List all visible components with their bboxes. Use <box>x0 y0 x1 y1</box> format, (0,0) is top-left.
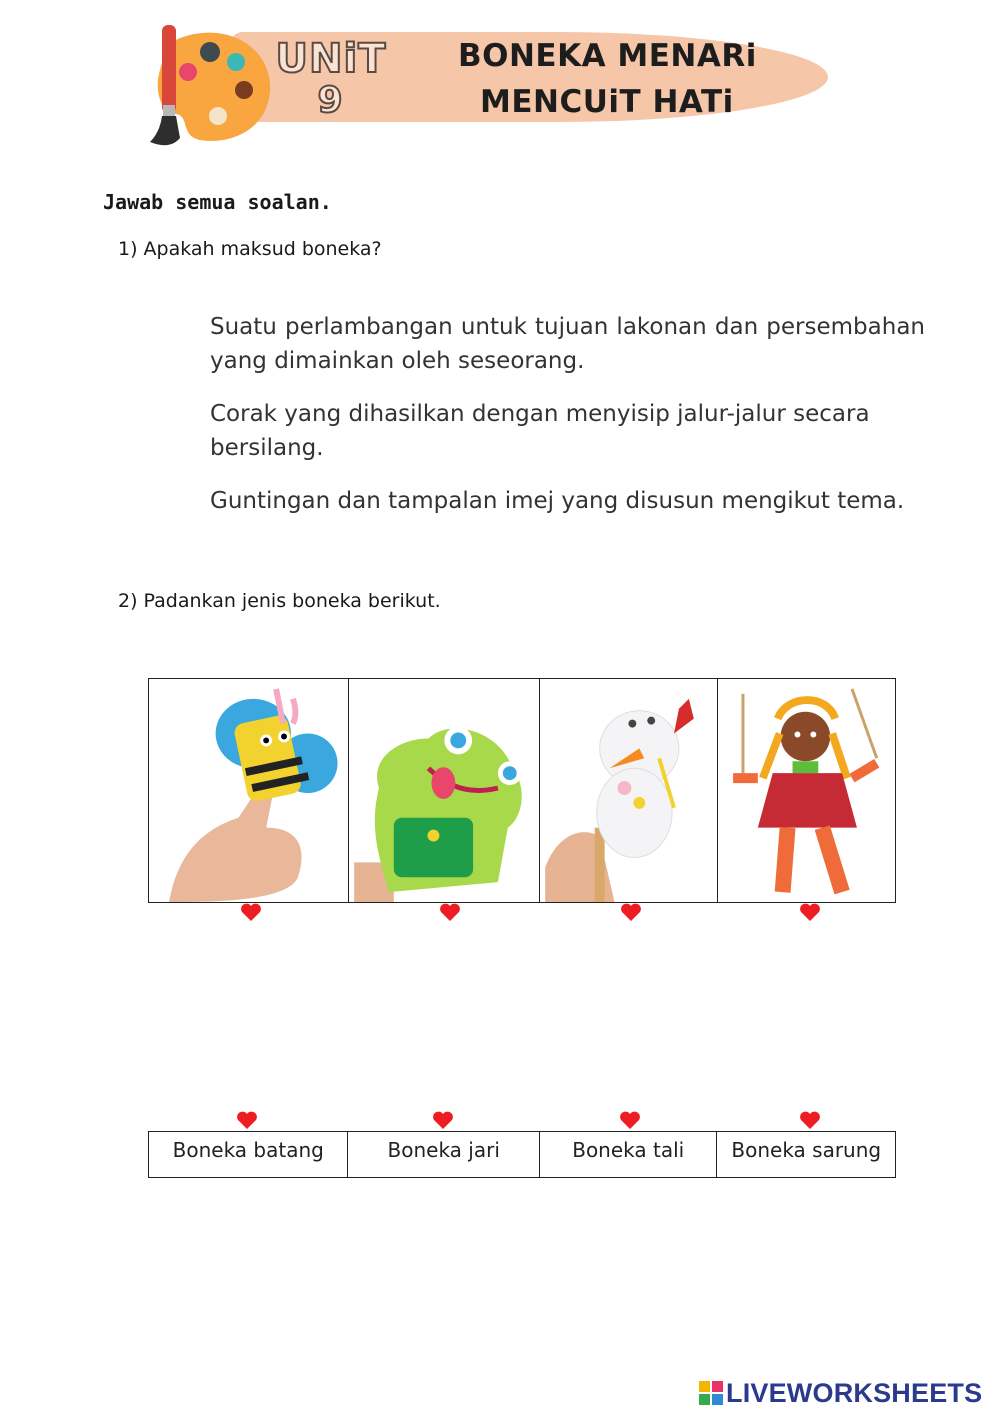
match-dot-label-3[interactable] <box>619 1110 641 1130</box>
match-dot-label-2[interactable] <box>432 1110 454 1130</box>
answer-option-2[interactable]: Corak yang dihasilkan dengan menyisip jalur-jalur secara bersilang. <box>210 401 870 461</box>
footer-brand-text: LIVEWORKSHEETS <box>726 1377 983 1408</box>
unit-title-line1: BONEKA MENARi <box>458 38 757 74</box>
puppet-label-table <box>148 1131 896 1178</box>
question-2: 2) Padankan jenis boneka berikut. <box>118 590 441 612</box>
unit-label: UNiT <box>275 36 387 82</box>
image-cell-string-puppet <box>718 679 895 902</box>
match-dot-image-4[interactable] <box>799 902 821 922</box>
paint-palette-icon <box>140 20 280 150</box>
footer-brand <box>698 1376 982 1410</box>
question-1: 1) Apakah maksud boneka? <box>118 238 382 260</box>
image-cell-snowman <box>540 679 718 902</box>
answer-option-3[interactable]: Guntingan dan tampalan imej yang disusun mengikut tema. <box>210 488 905 514</box>
label-boneka-sarung: Boneka sarung <box>731 1138 882 1162</box>
label-boneka-jari: Boneka jari <box>348 1132 539 1177</box>
stick-puppet-snowman-image <box>540 679 717 902</box>
puppet-image-table <box>148 678 896 903</box>
label-boneka-batang: Boneka batang <box>149 1132 348 1177</box>
image-cell-frog <box>349 679 541 902</box>
answer-option-1[interactable]: Suatu perlambangan untuk tujuan lakonan dan persembahan yang dimainkan oleh seseorang. <box>210 314 925 374</box>
label-boneka-tali: Boneka tali <box>540 1132 718 1177</box>
match-dot-image-1[interactable] <box>240 902 262 922</box>
match-dot-image-3[interactable] <box>620 902 642 922</box>
string-puppet-girl-image <box>718 679 895 902</box>
glove-puppet-frog-image <box>349 679 540 902</box>
image-cell-bee <box>149 679 349 902</box>
instruction-text: Jawab semua soalan. <box>103 190 332 214</box>
finger-puppet-bee-image <box>149 679 348 902</box>
match-dot-label-4[interactable] <box>799 1110 821 1130</box>
match-dot-image-2[interactable] <box>439 902 461 922</box>
unit-title-line2: MENCUiT HATi <box>480 84 734 120</box>
liveworksheets-logo-icon <box>698 1380 724 1406</box>
match-dot-label-1[interactable] <box>236 1110 258 1130</box>
unit-number: 9 <box>317 80 343 121</box>
